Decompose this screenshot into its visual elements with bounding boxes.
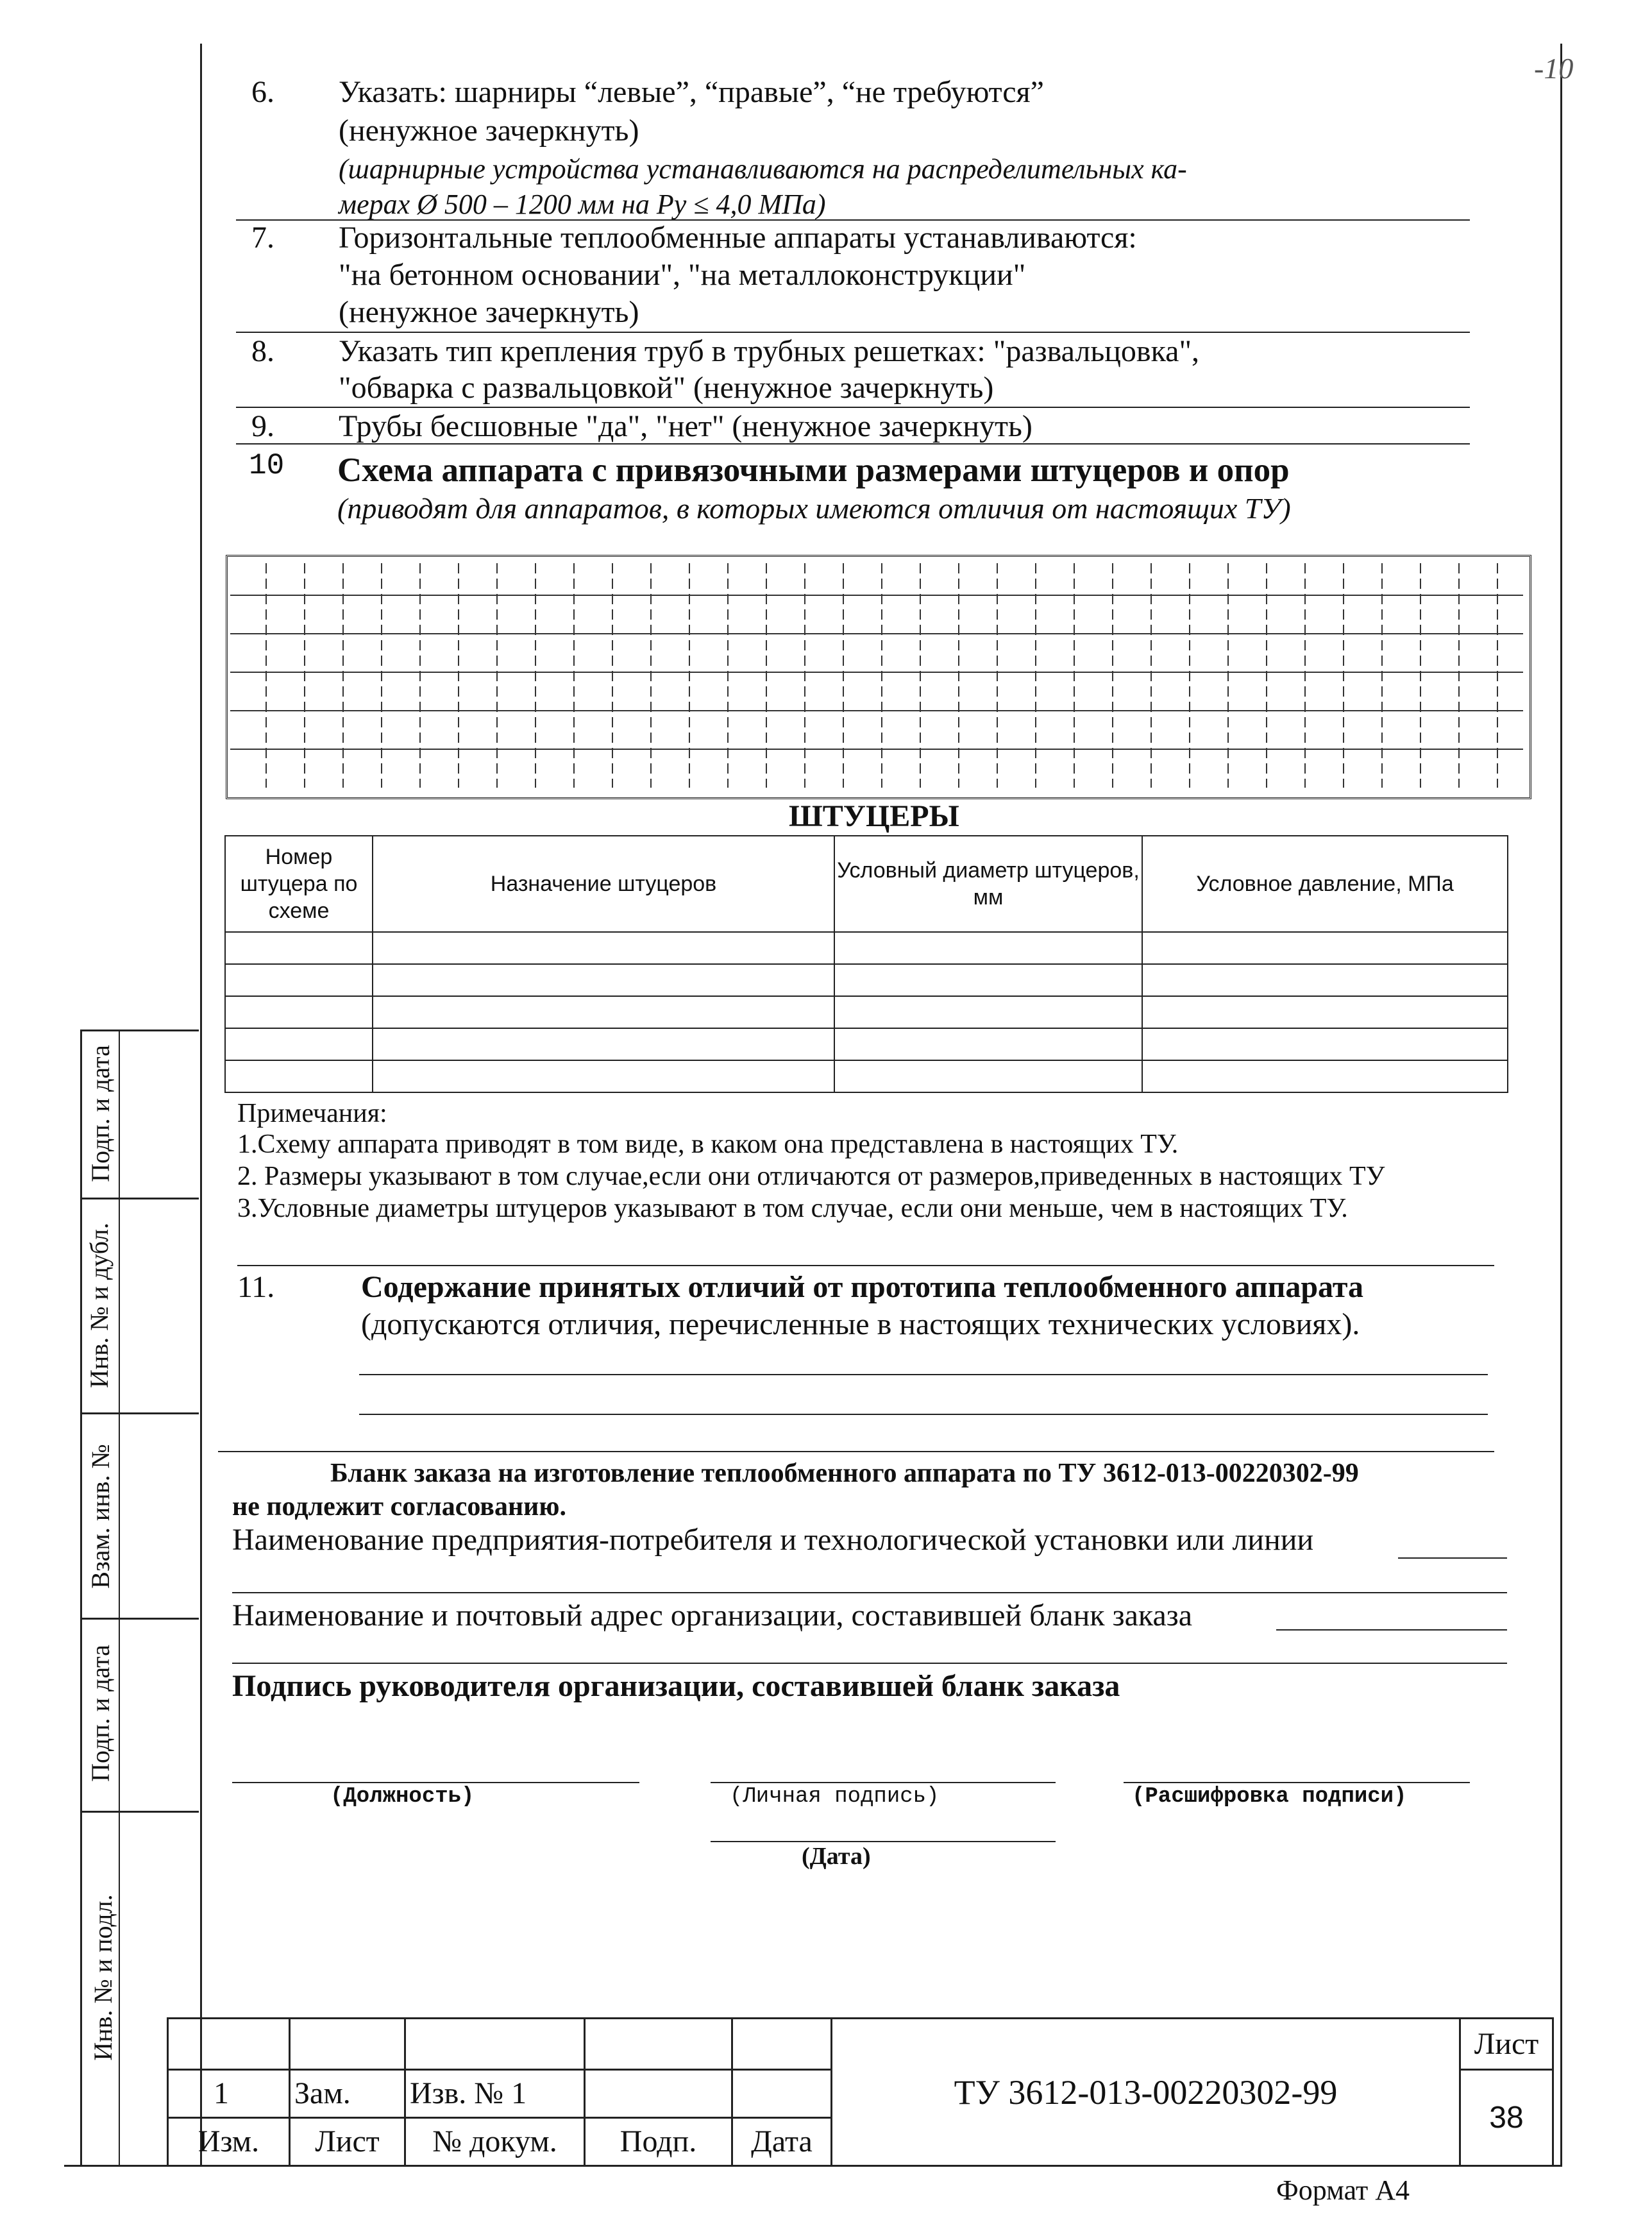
header-doc-number: № докум. <box>405 2118 585 2166</box>
date-field[interactable] <box>711 1841 1056 1842</box>
stamp-inv-dubl: Инв. № и дубл. <box>85 1223 114 1388</box>
item-6-line2: (ненужное зачеркнуть) <box>339 114 639 148</box>
order-note-line1: Бланк заказа на изготовление теплообменного аппарата по ТУ 3612-013-00220302-99 <box>330 1459 1359 1488</box>
item-6-number: 6. <box>251 75 274 109</box>
organization-address-label: Наименование и почтовый адрес организации, составившей бланк заказа <box>232 1598 1193 1632</box>
stamp-inv-podl: Инв. № и подл. <box>88 1894 117 2061</box>
frame-right-border <box>1560 44 1562 2165</box>
header-list: Лист <box>290 2118 405 2166</box>
item-7-line2: "на бетонном основании", "на металлоконструкции" <box>339 258 1026 292</box>
item-11-fill-line-1[interactable] <box>359 1374 1488 1375</box>
position-caption: (Должность) <box>330 1784 475 1809</box>
item-9-separator <box>236 443 1470 445</box>
item-9-number: 9. <box>251 409 274 443</box>
col-nozzle-purpose: Назначение штуцеров <box>373 836 834 932</box>
item-10-subtitle: (приводят для аппаратов, в которых имеются отличия от настоящих ТУ) <box>337 492 1291 525</box>
notes-heading: Примечания: <box>237 1099 387 1128</box>
item-10-title: Схема аппарата с привязочными размерами штуцеров и опор <box>337 452 1290 489</box>
stamp-podp-data-1: Подп. и дата <box>86 1045 115 1182</box>
signature-decoding-caption: (Расшифровка подписи) <box>1132 1784 1407 1809</box>
table-row <box>225 964 1508 996</box>
table-row <box>225 932 1508 964</box>
item-11-title: Содержание принятых отличий от прототипа теплообменного аппарата <box>361 1270 1363 1304</box>
col-nozzle-pressure: Условное давление, МПа <box>1142 836 1508 932</box>
header-signature: Подп. <box>585 2118 732 2166</box>
revision-sheet: Зам. <box>290 2070 405 2118</box>
item-6-line1: Указать: шарниры “левые”, “правые”, “не требуются” <box>339 75 1044 109</box>
item-8-line1: Указать тип крепления труб в трубных решетках: "развальцовка", <box>339 334 1200 368</box>
consumer-name-label: Наименование предприятия-потребителя и технологической установки или линии <box>232 1523 1314 1557</box>
nozzles-table <box>224 835 1508 1093</box>
personal-signature-field[interactable] <box>711 1782 1056 1783</box>
item-11-subtitle: (допускаются отличия, перечисленные в настоящих технических условиях). <box>361 1307 1360 1341</box>
item-8-line2: "обварка с развальцовкой" (ненужное зачеркнуть) <box>339 371 994 405</box>
schematic-grid <box>228 557 1526 793</box>
date-caption: (Дата) <box>802 1843 871 1870</box>
item-7-line1: Горизонтальные теплообменные аппараты устанавливаются: <box>339 221 1137 255</box>
order-note-line2: не подлежит согласованию. <box>232 1492 566 1521</box>
item-6-note2: мерах Ø 500 – 1200 мм на Ру ≤ 4,0 МПа) <box>339 189 826 220</box>
position-field[interactable] <box>232 1782 639 1783</box>
revision-number: 1 <box>168 2070 290 2118</box>
item-11-number: 11. <box>237 1270 275 1304</box>
table-row <box>225 1028 1508 1060</box>
item-10-number: 10 <box>249 449 285 482</box>
col-nozzle-diameter: Условный диаметр штуцеров, мм <box>834 836 1142 932</box>
item-8-number: 8. <box>251 334 274 368</box>
col-nozzle-number: Номер штуцера по схеме <box>225 836 373 932</box>
table-row <box>225 1060 1508 1092</box>
order-separator <box>218 1451 1494 1452</box>
schematic-grid-area <box>226 555 1531 799</box>
note-1: 1.Схему аппарата приводят в том виде, в каком она представлена в настоящих ТУ. <box>237 1130 1179 1159</box>
stamp-podp-data-2: Подп. и дата <box>86 1645 115 1782</box>
frame-left-border <box>200 44 202 2165</box>
item-7-line3: (ненужное зачеркнуть) <box>339 295 639 329</box>
item-11-fill-line-2[interactable] <box>359 1414 1488 1415</box>
notes-separator <box>237 1265 1494 1266</box>
organization-address-field-2[interactable] <box>232 1663 1507 1664</box>
nozzles-header-row <box>225 836 1508 932</box>
item-7-number: 7. <box>251 221 274 255</box>
consumer-name-field[interactable] <box>1398 1557 1507 1559</box>
consumer-name-field-2[interactable] <box>232 1592 1507 1593</box>
signature-heading: Подпись руководителя организации, составившей бланк заказа <box>232 1669 1120 1703</box>
signature-decoding-field[interactable] <box>1124 1782 1470 1783</box>
document-code: ТУ 3612-013-00220302-99 <box>832 2019 1460 2166</box>
title-block <box>167 2017 1554 2167</box>
note-3: 3.Условные диаметры штуцеров указывают в том случае, если они меньше, чем в настоящих ТУ. <box>237 1194 1348 1223</box>
header-izm: Изм. <box>168 2118 290 2166</box>
organization-address-field[interactable] <box>1276 1629 1507 1631</box>
sheet-label: Лист <box>1460 2019 1553 2070</box>
personal-signature-caption: (Личная подпись) <box>730 1784 940 1809</box>
revision-document: Изв. № 1 <box>405 2070 585 2118</box>
stamp-vzam-inv: Взам. инв. № <box>86 1444 115 1589</box>
format-label: Формат А4 <box>1276 2174 1410 2206</box>
header-date: Дата <box>732 2118 832 2166</box>
note-2: 2. Размеры указывают в том случае,если они отличаются от размеров,приведенных в настоящих ТУ <box>237 1162 1385 1191</box>
item-6-note1: (шарнирные устройства устанавливаются на распределительных ка- <box>339 153 1187 185</box>
item-9-line1: Трубы бесшовные "да", "нет" (ненужное зачеркнуть) <box>339 409 1032 443</box>
sheet-number: 38 <box>1460 2070 1553 2166</box>
page-mark: -10 <box>1534 52 1574 85</box>
table-row <box>225 996 1508 1028</box>
nozzles-heading: ШТУЦЕРЫ <box>789 799 959 833</box>
